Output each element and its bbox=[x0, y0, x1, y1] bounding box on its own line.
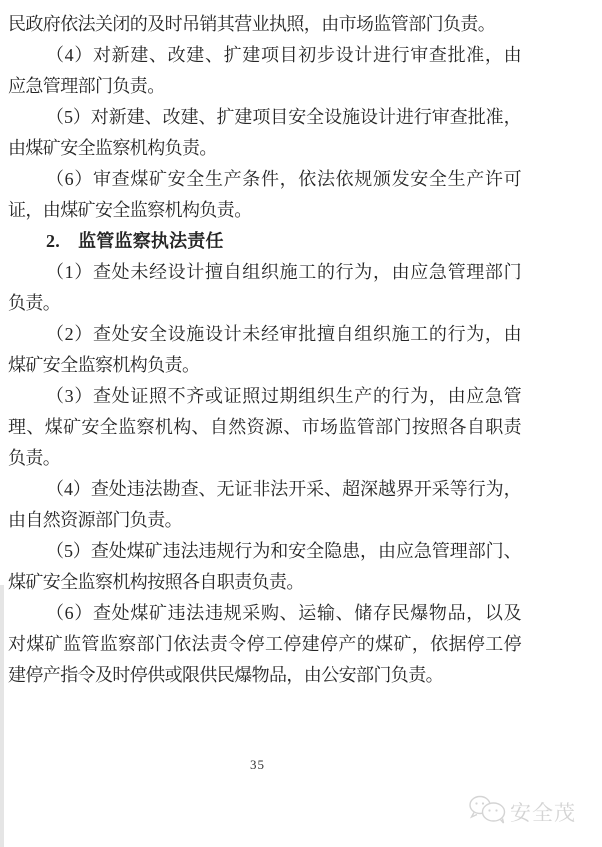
document-body bbox=[8, 9, 521, 691]
text-line: 负责。 bbox=[8, 293, 61, 313]
text-line: 煤矿安全监察机构按照各自职责负责。 bbox=[8, 572, 304, 592]
text-line: 建停产指令及时停供或限供民爆物品，由公安部门负责。 bbox=[8, 665, 443, 685]
wechat-icon bbox=[467, 794, 507, 829]
text-line: 证，由煤矿安全监察机构负责。 bbox=[8, 200, 252, 220]
text-line: 负责。 bbox=[8, 448, 61, 468]
text-line: （5）查处煤矿违法违规行为和安全隐患，由应急管理部门、 bbox=[46, 541, 521, 561]
text-line: （2）查处安全设施设计未经审批擅自组织施工的行为，由 bbox=[46, 324, 521, 344]
watermark-brand-text: 安全茂 bbox=[510, 801, 576, 825]
section-heading: 2. 监管监察执法责任 bbox=[46, 231, 224, 251]
text-line: 民政府依法关闭的及时吊销其营业执照，由市场监管部门负责。 bbox=[8, 14, 496, 34]
text-line: 应急管理部门负责。 bbox=[8, 76, 165, 96]
text-line: 由煤矿安全监察机构负责。 bbox=[8, 138, 217, 158]
watermark bbox=[467, 794, 576, 829]
text-line: （1）查处未经设计擅自组织施工的行为，由应急管理部门 bbox=[46, 262, 521, 282]
text-line: （6）查处煤矿违法违规采购、运输、储存民爆物品，以及 bbox=[46, 603, 521, 623]
text-line: （3）查处证照不齐或证照过期组织生产的行为，由应急管 bbox=[46, 386, 521, 406]
text-line: （4）对新建、改建、扩建项目初步设计进行审查批准，由 bbox=[46, 45, 521, 65]
text-line: （5）对新建、改建、扩建项目安全设施设计进行审查批准， bbox=[46, 107, 521, 127]
text-line: 对煤矿监管监察部门依法责令停工停建停产的煤矿，依据停工停 bbox=[8, 634, 521, 654]
scan-edge-artifact bbox=[0, 585, 4, 847]
text-line: 煤矿安全监察机构负责。 bbox=[8, 355, 200, 375]
text-line: （6）审查煤矿安全生产条件，依法依规颁发安全生产许可 bbox=[46, 169, 521, 189]
text-line: 由自然资源部门负责。 bbox=[8, 510, 182, 530]
page-number: 35 bbox=[250, 757, 265, 772]
text-line: （4）查处违法勘查、无证非法开采、超深越界开采等行为， bbox=[46, 479, 521, 499]
text-line: 理、煤矿安全监察机构、自然资源、市场监管部门按照各自职责 bbox=[8, 417, 521, 437]
